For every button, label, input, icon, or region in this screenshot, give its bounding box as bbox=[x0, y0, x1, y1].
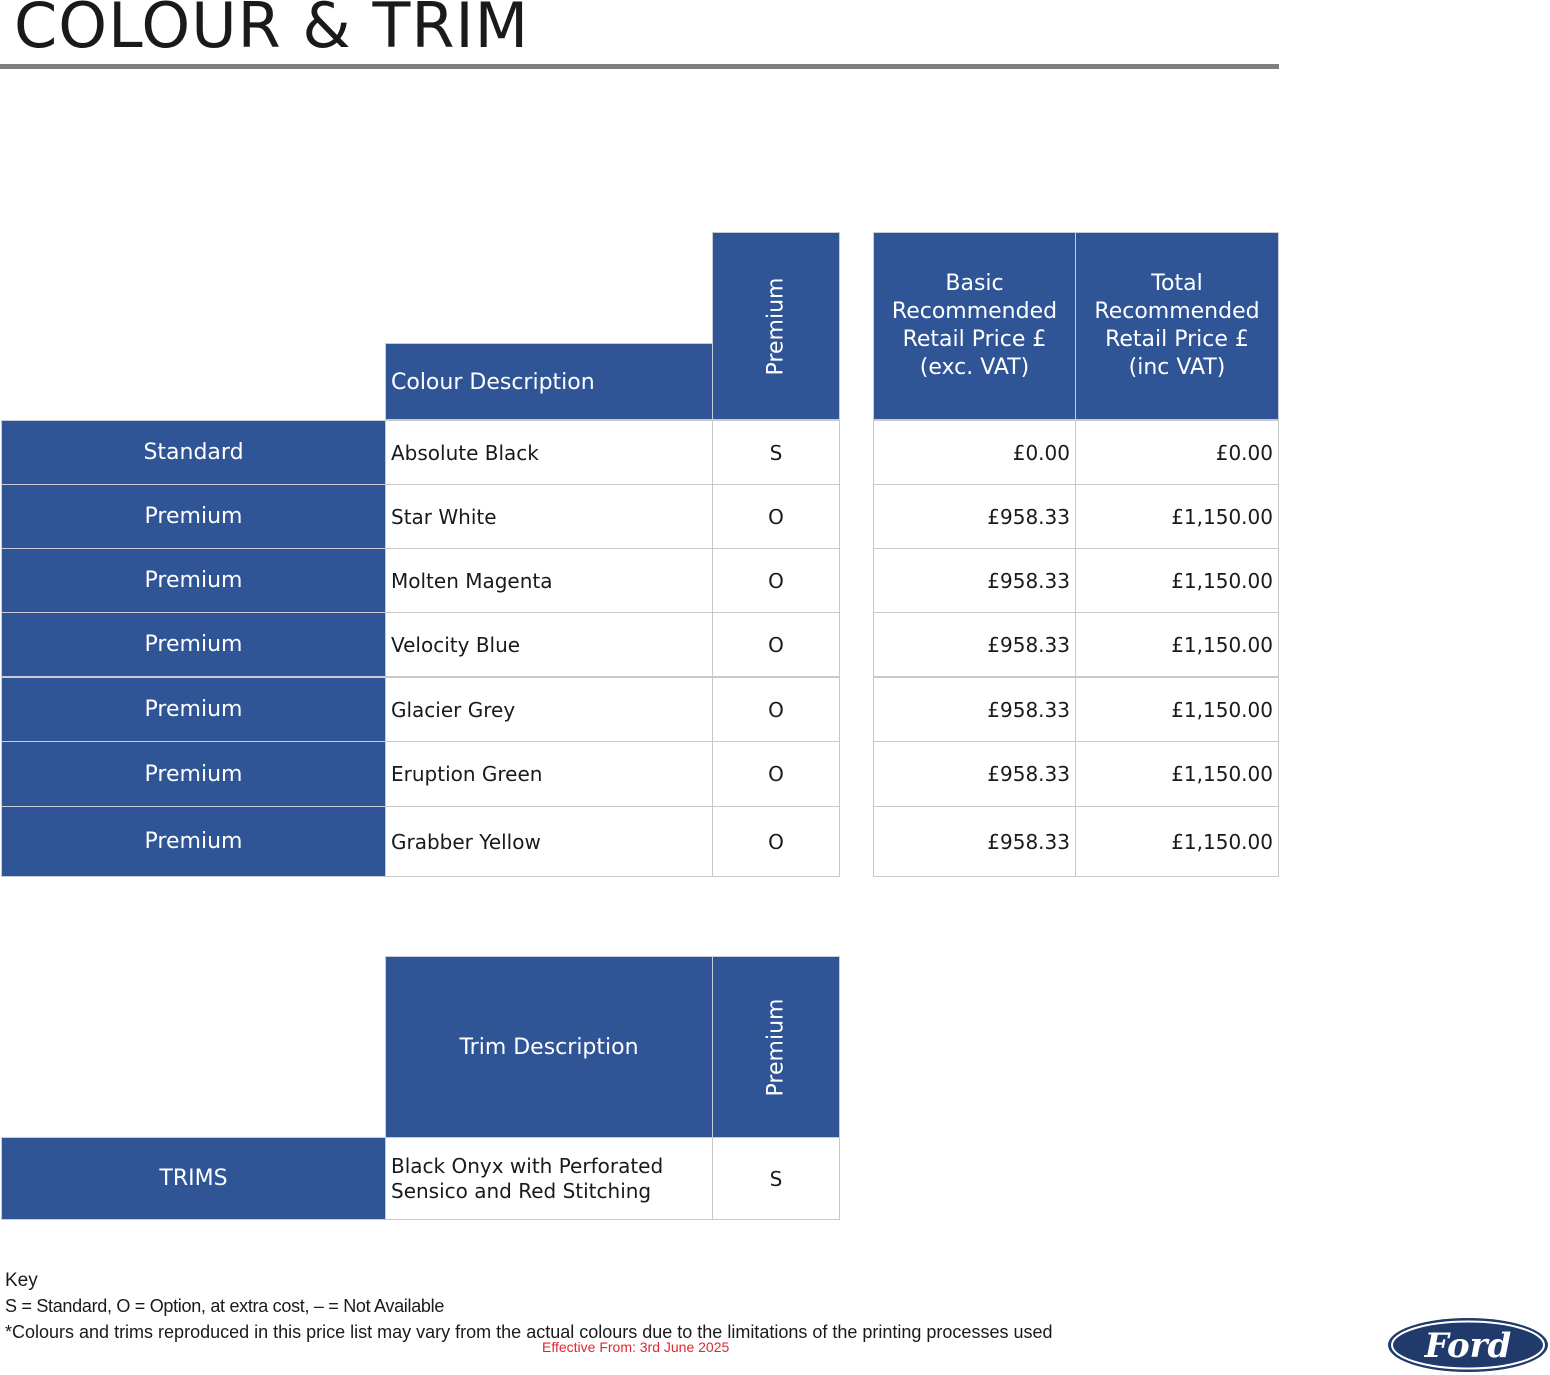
ford-logo-icon bbox=[1386, 1316, 1550, 1374]
trim-category: TRIMS bbox=[1, 1137, 386, 1220]
premium-code: O bbox=[712, 548, 840, 613]
total-price-header-label: Total Recommended Retail Price £ (inc VAT) bbox=[1094, 271, 1260, 380]
premium-code: O bbox=[712, 741, 840, 807]
key-legend: S = Standard, O = Option, at extra cost, – = Not Available bbox=[5, 1296, 445, 1316]
premium-code: O bbox=[712, 806, 840, 877]
trim-description bbox=[385, 1137, 713, 1220]
basic-price: £958.33 bbox=[873, 612, 1076, 677]
colour-premium-header bbox=[712, 232, 840, 420]
basic-price-header-label: Basic Recommended Retail Price £ (exc. VAT) bbox=[891, 271, 1058, 380]
total-price: £1,150.00 bbox=[1075, 806, 1279, 877]
trim-premium-header-label: Premium bbox=[763, 998, 789, 1096]
key-title: Key bbox=[5, 1270, 38, 1291]
effective-date: Effective From: 3rd June 2025 bbox=[542, 1339, 730, 1355]
total-price: £0.00 bbox=[1075, 420, 1279, 485]
colour-premium-header-label: Premium bbox=[763, 277, 789, 375]
ford-logo-text: Ford bbox=[1424, 1326, 1512, 1366]
basic-price: £958.33 bbox=[873, 806, 1076, 877]
total-price: £1,150.00 bbox=[1075, 612, 1279, 677]
colour-description: Eruption Green bbox=[385, 741, 713, 807]
basic-price: £958.33 bbox=[873, 484, 1076, 549]
row-category: Standard bbox=[1, 420, 386, 485]
row-category: Premium bbox=[1, 677, 386, 742]
trim-description-line2: Sensico and Red Stitching bbox=[391, 1178, 652, 1203]
basic-price: £958.33 bbox=[873, 548, 1076, 613]
total-price: £1,150.00 bbox=[1075, 677, 1279, 742]
row-category: Premium bbox=[1, 741, 386, 807]
trim-description-header-label: Trim Description bbox=[459, 1034, 639, 1060]
premium-code: S bbox=[712, 420, 840, 485]
premium-code: O bbox=[712, 677, 840, 742]
colour-description: Molten Magenta bbox=[385, 548, 713, 613]
premium-code: O bbox=[712, 612, 840, 677]
basic-price-header bbox=[873, 232, 1076, 420]
row-category: Premium bbox=[1, 612, 386, 677]
colour-description: Glacier Grey bbox=[385, 677, 713, 742]
total-price: £1,150.00 bbox=[1075, 741, 1279, 807]
trim-premium-header bbox=[712, 956, 840, 1138]
colour-description-header bbox=[385, 343, 713, 420]
page-title: COLOUR & TRIM bbox=[14, 0, 530, 62]
row-category: Premium bbox=[1, 484, 386, 549]
colour-description-header-label: Colour Description bbox=[391, 370, 595, 395]
total-price-header bbox=[1075, 232, 1279, 420]
trim-description-header bbox=[385, 956, 713, 1138]
premium-code: O bbox=[712, 484, 840, 549]
colour-description: Grabber Yellow bbox=[385, 806, 713, 877]
total-price: £1,150.00 bbox=[1075, 484, 1279, 549]
basic-price: £958.33 bbox=[873, 741, 1076, 807]
title-divider bbox=[0, 64, 1279, 69]
trim-premium-code: S bbox=[712, 1137, 840, 1220]
basic-price: £958.33 bbox=[873, 677, 1076, 742]
colour-description: Star White bbox=[385, 484, 713, 549]
total-price: £1,150.00 bbox=[1075, 548, 1279, 613]
basic-price: £0.00 bbox=[873, 420, 1076, 485]
colour-disclaimer: *Colours and trims reproduced in this price list may vary from the actual colours due to the limitations of the printing processes used bbox=[5, 1322, 1053, 1342]
row-category: Premium bbox=[1, 548, 386, 613]
colour-description: Velocity Blue bbox=[385, 612, 713, 677]
trim-description-line1: Black Onyx with Perforated bbox=[391, 1153, 664, 1178]
row-category: Premium bbox=[1, 806, 386, 877]
colour-description: Absolute Black bbox=[385, 420, 713, 485]
